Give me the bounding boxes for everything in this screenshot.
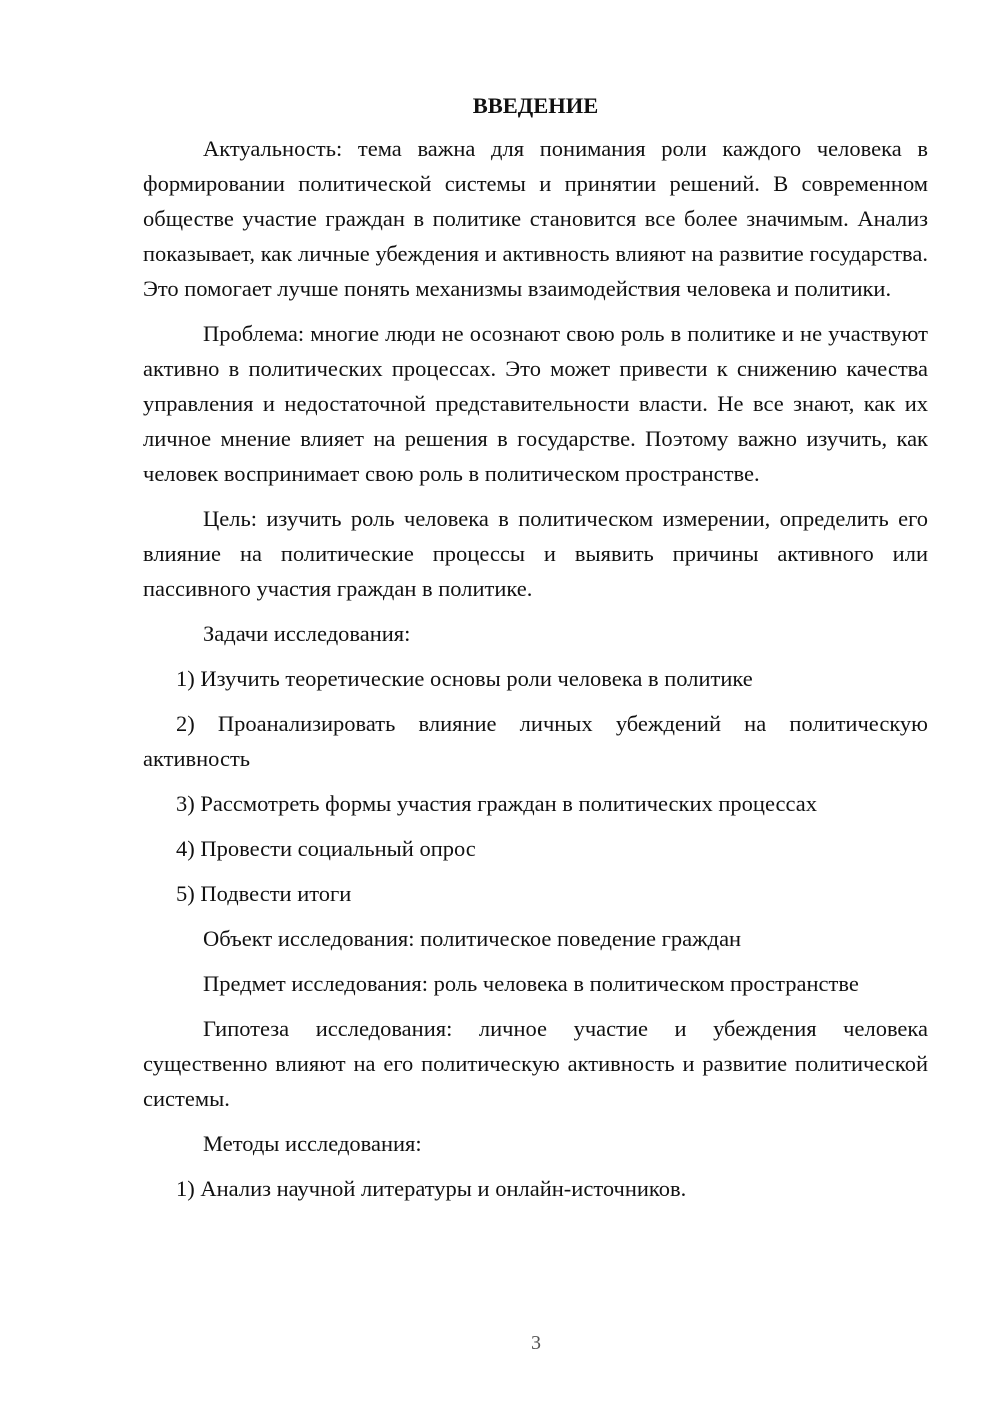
task-item: 5) Подвести итоги	[176, 881, 352, 906]
task-item: 1) Изучить теоретические основы роли человека в политике	[176, 666, 753, 691]
object-paragraph: Объект исследования: политическое поведение граждан	[203, 926, 742, 951]
page-number: 3	[531, 1332, 541, 1354]
relevance-paragraph: Актуальность: тема важна для понимания роли каждого человека в формировании политической системы и принятии решений. В современном обществе участие граждан в политике становится все более значимым. Анализ показывает, как личные убеждения и активность влияют на развитие государства. Это помогает лучше понять механизмы взаимодействия человека и политики.	[143, 136, 928, 301]
task-item: 2) Проанализировать влияние личных убеждений на политическую активность	[143, 711, 928, 771]
goal-paragraph: Цель: изучить роль человека в политическом измерении, определить его влияние на политические процессы и выявить причины активного или пассивного участия граждан в политике.	[143, 506, 928, 601]
page-content	[143, 88, 928, 1216]
section-title: ВВЕДЕНИЕ	[472, 93, 599, 118]
method-item: 1) Анализ научной литературы и онлайн-источников.	[176, 1176, 687, 1201]
problem-paragraph: Проблема: многие люди не осознают свою роль в политике и не участвуют активно в политических процессах. Это может привести к снижению качества управления и недостаточной представительности власти. Не все знают, как их личное мнение влияет на решения в государстве. Поэтому важно изучить, как человек воспринимает свою роль в политическом пространстве.	[143, 321, 928, 486]
subject-paragraph: Предмет исследования: роль человека в политическом пространстве	[203, 971, 859, 996]
tasks-heading: Задачи исследования:	[203, 621, 411, 646]
methods-heading: Методы исследования:	[203, 1131, 422, 1156]
hypothesis-paragraph: Гипотеза исследования: личное участие и убеждения человека существенно влияют на его политическую активность и развитие политической системы.	[143, 1016, 928, 1111]
task-item: 3) Рассмотреть формы участия граждан в политических процессах	[176, 791, 818, 816]
task-item: 4) Провести социальный опрос	[176, 836, 476, 861]
